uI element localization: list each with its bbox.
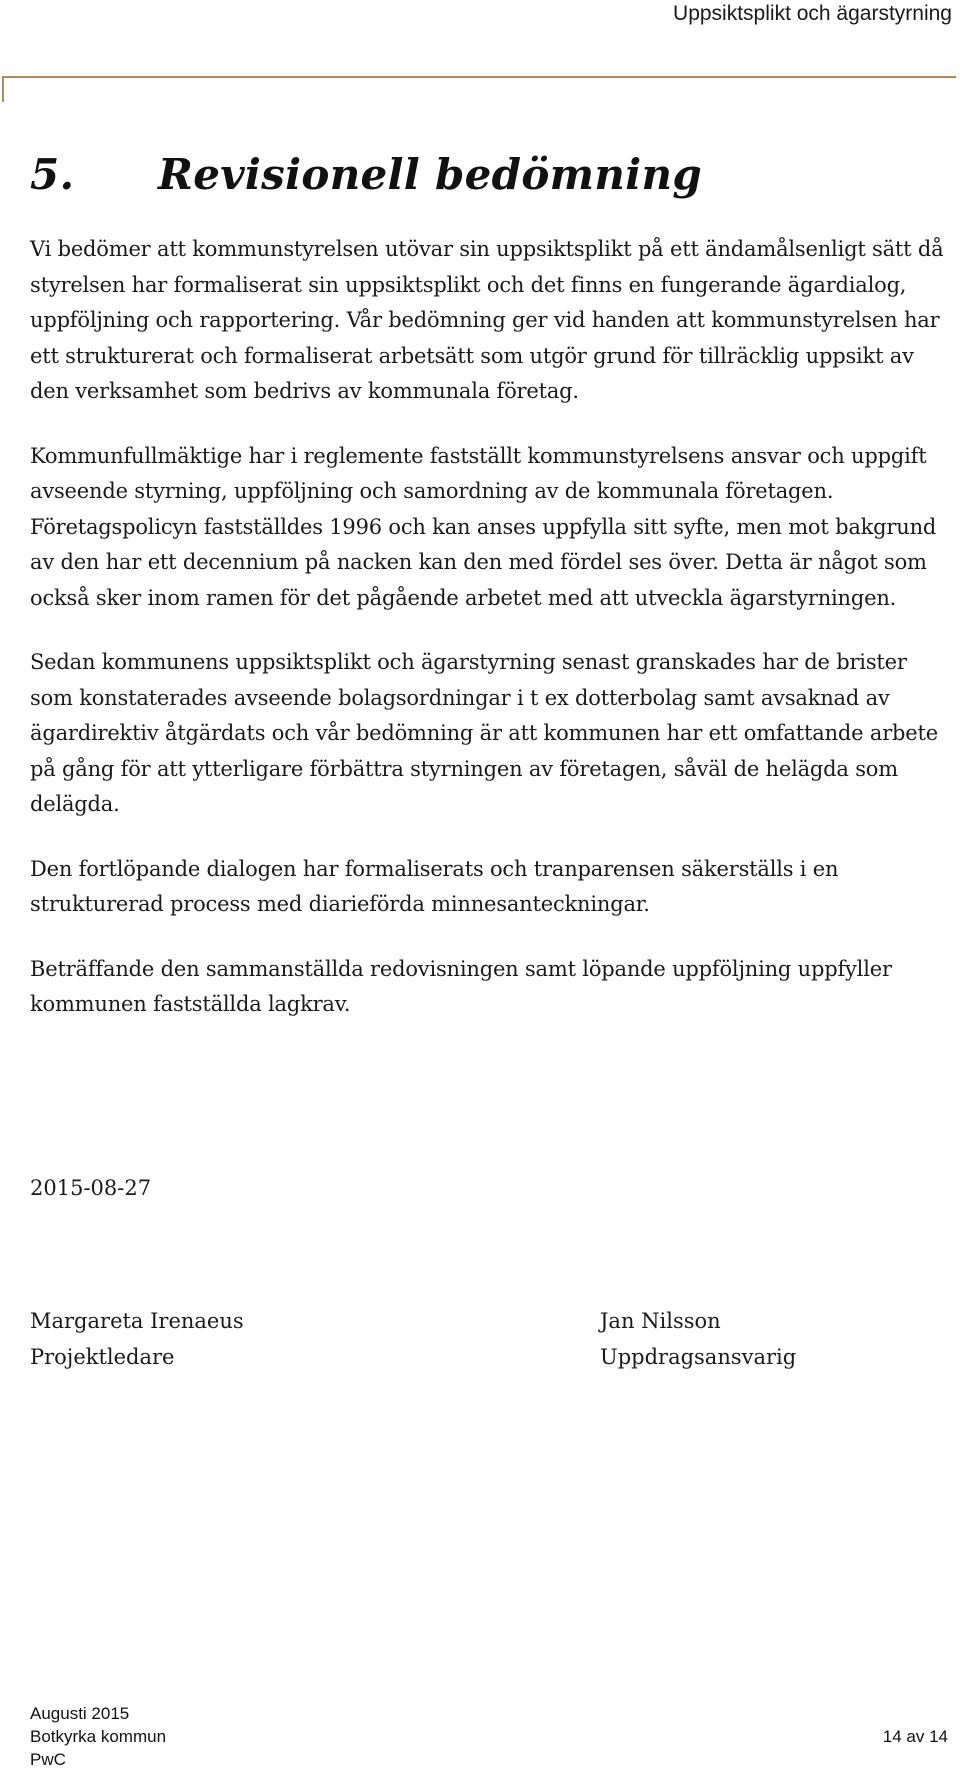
section-number: 5. [30,150,75,199]
signatory-role: Uppdragsansvarig [600,1344,797,1369]
page-number: 14 av 14 [882,1727,948,1746]
signature-block [600,1304,796,1375]
signature-block [30,1304,244,1375]
paragraph: Beträffande den sammanställda redovisningen samt löpande uppföljning uppfyller kommunen fastställda lagkrav. [30,956,892,1016]
header-rule [2,76,956,78]
header-rule-tick [2,76,4,102]
paragraph: Vi bedömer att kommunstyrelsen utövar sin uppsiktsplikt på ett ändamålsenligt sätt då styrelsen har formaliserat sin uppsiktsplikt och det finns en fungerande ägardialog, uppföljning och rapportering. Vår bedömning ger vid handen att kommunstyrelsen har ett strukturerat och formaliserat arbetsätt som utgör grund för tillräcklig uppsikt av den verksamhet som bedrivs av kommunala företag. [30,237,944,403]
section-heading [30,150,702,199]
signatory-name: Jan Nilsson [600,1309,721,1333]
paragraph: Kommunfullmäktige har i reglemente fastställt kommunstyrelsens ansvar och uppgift avseende styrning, uppföljning och samordning av de kommunala företagen. Företagspolicyn fastställdes 1996 och kan anses uppfylla sitt syfte, men mot bakgrund av den har ett decennium på nacken kan den med fördel ses över. Detta är något som också sker inom ramen för det pågående arbetet med att utveckla ägarstyrningen. [30,443,937,610]
running-header: Uppsiktsplikt och ägarstyrning [673,2,952,25]
signatory-role: Projektledare [30,1344,175,1369]
section-title: Revisionell bedömning [158,150,702,199]
body-text [30,232,954,1052]
footer-company: PwC [30,1750,66,1769]
document-date: 2015-08-27 [30,1176,152,1200]
signatory-name: Margareta Irenaeus [30,1309,244,1333]
paragraph: Den fortlöpande dialogen har formaliserats och tranparensen säkerställs i en strukturerad process med diarieförda minnesanteckningar. [30,856,839,916]
paragraph: Sedan kommunens uppsiktsplikt och ägarstyrning senast granskades har de brister som konstaterades avseende bolagsordningar i t ex dotterbolag samt avsaknad av ägardirektiv åtgärdats och vår bedömning är att kommunen har ett omfattande arbete på gång för att ytterligare förbättra styrningen av företagen, såväl de helägda som delägda. [30,650,938,816]
footer-municipality: Botkyrka kommun [30,1727,167,1746]
footer-month: Augusti 2015 [30,1704,130,1723]
footer [30,1702,166,1771]
